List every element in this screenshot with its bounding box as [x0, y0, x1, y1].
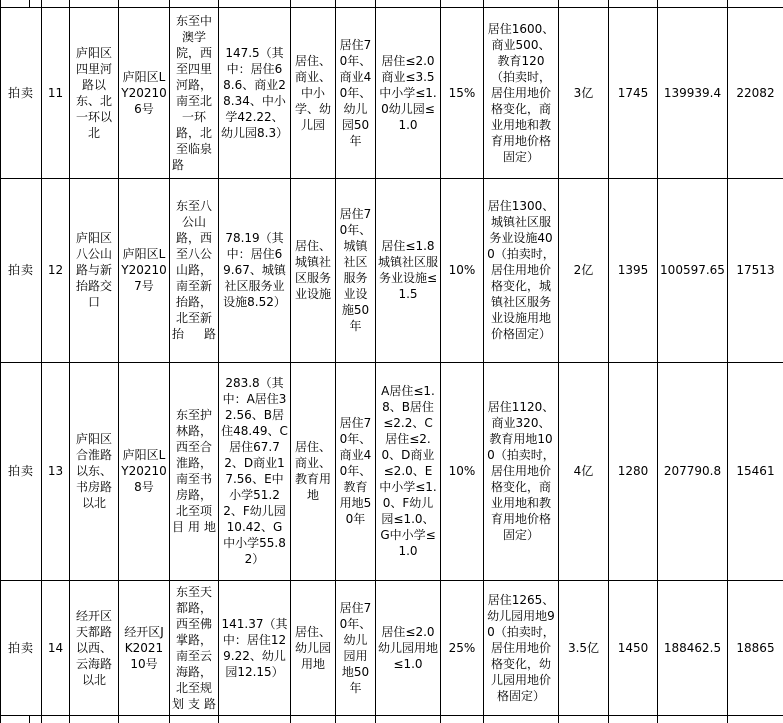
- cell-location: 庐阳区八公山路与新抬路交口: [70, 178, 119, 362]
- cell-serial-number: 12: [42, 178, 70, 362]
- cell-price-terms: 居住1300、城镇社区服务业设施400（拍卖时，居住用地价格变化，城镇社区服务业设施用地价格固定）: [484, 178, 559, 362]
- cut-cell: [336, 0, 376, 7]
- cut-cell: [728, 715, 783, 723]
- cell-tenure-term: 居住70年、商业40年、幼儿园50年: [336, 7, 376, 178]
- cell-auction-type: 拍卖: [1, 362, 42, 580]
- cell-area: 141.37（其中：居住129.22、幼儿园12.15）: [219, 580, 291, 715]
- cut-cell: [658, 715, 728, 723]
- cell-area: 283.8（其中：A居住32.56、B居住48.49、C居住67.72、D商业17.56、E中小学51.22、F幼儿园10.42、G中小学55.82）: [219, 362, 291, 580]
- cell-numeric-2: 100597.65: [658, 178, 728, 362]
- cut-cell: [728, 0, 783, 7]
- cell-numeric-1: 1450: [609, 580, 658, 715]
- cell-percentage: 15%: [441, 7, 484, 178]
- cell-boundaries: 东至天都路，西至佛掌路，南至云海路，北至规划支路: [170, 580, 219, 715]
- cell-price-terms: 居住1120、商业320、教育用地100（拍卖时，居住用地价格变化，商业用地和教育用地价格固定）: [484, 362, 559, 580]
- cell-location: 经开区天都路以西、云海路以北: [70, 580, 119, 715]
- cut-cell: [219, 0, 291, 7]
- cell-tenure-term: 居住70年、幼儿园用地50年: [336, 580, 376, 715]
- cut-cell: [42, 715, 70, 723]
- cell-land-use: 居住、商业、中小学、幼儿园: [291, 7, 336, 178]
- cell-plot-ratio: 居住≤1.8城镇社区服务业设施≤1.5: [376, 178, 441, 362]
- cell-land-use: 居住、商业、教育用地: [291, 362, 336, 580]
- cut-cell: [119, 715, 170, 723]
- cell-numeric-2: 188462.5: [658, 580, 728, 715]
- cell-area: 147.5（其中：居住68.6、商业28.34、中小学42.22、幼儿园8.3）: [219, 7, 291, 178]
- cut-cell: [119, 0, 170, 7]
- cut-cell: [291, 715, 336, 723]
- cell-auction-type: 拍卖: [1, 178, 42, 362]
- cut-cell: [441, 715, 484, 723]
- cell-boundaries: 东至八公山路，西至八公山路，南至新抬路，北至新抬路: [170, 178, 219, 362]
- cell-parcel-number: 庐阳区LY202107号: [119, 178, 170, 362]
- cell-numeric-2: 207790.8: [658, 362, 728, 580]
- cut-cell: [219, 715, 291, 723]
- table-row: [1, 178, 783, 362]
- cell-location: 庐阳区合淮路以东、书房路以北: [70, 362, 119, 580]
- cell-land-use: 居住、幼儿园用地: [291, 580, 336, 715]
- cut-cell: [609, 715, 658, 723]
- cut-cell: [70, 715, 119, 723]
- cut-cell: [1, 715, 30, 723]
- cut-row-bottom: [1, 715, 783, 723]
- cell-numeric-3: 18865: [728, 580, 783, 715]
- cut-cell: [609, 0, 658, 7]
- cell-numeric-1: 1395: [609, 178, 658, 362]
- cell-deposit: 4亿: [559, 362, 609, 580]
- cut-cell: [484, 715, 559, 723]
- cut-cell: [30, 0, 42, 7]
- cell-price-terms: 居住1600、商业500、教育120（拍卖时，居住用地价格变化，商业用地和教育用地价格固定）: [484, 7, 559, 178]
- cell-numeric-3: 22082: [728, 7, 783, 178]
- cut-cell: [559, 715, 609, 723]
- table-row: [1, 362, 783, 580]
- cell-boundaries: 东至中澳学院，西至四里河路，南至北一环路，北至临泉路: [170, 7, 219, 178]
- cell-numeric-3: 15461: [728, 362, 783, 580]
- cut-cell: [291, 0, 336, 7]
- cell-serial-number: 14: [42, 580, 70, 715]
- cell-boundaries: 东至护林路，西至合淮路，南至书房路，北至项目用地: [170, 362, 219, 580]
- cell-percentage: 25%: [441, 580, 484, 715]
- cell-deposit: 2亿: [559, 178, 609, 362]
- cut-cell: [484, 0, 559, 7]
- cut-cell: [376, 715, 441, 723]
- cell-plot-ratio: 居住≤2.0商业≤3.5中小学≤1.0幼儿园≤1.0: [376, 7, 441, 178]
- cut-cell: [441, 0, 484, 7]
- cut-cell: [559, 0, 609, 7]
- cell-numeric-1: 1280: [609, 362, 658, 580]
- cut-cell: [170, 0, 219, 7]
- cut-cell: [376, 0, 441, 7]
- cell-percentage: 10%: [441, 178, 484, 362]
- cell-parcel-number: 经开区JK202110号: [119, 580, 170, 715]
- cell-numeric-2: 139939.4: [658, 7, 728, 178]
- cut-cell: [336, 715, 376, 723]
- cell-plot-ratio: A居住≤1.8、B居住≤2.2、C居住≤2.0、D商业≤2.0、E中小学≤1.0、F幼儿园≤1.0、G中小学≤1.0: [376, 362, 441, 580]
- cell-area: 78.19（其中：居住69.67、城镇社区服务业设施8.52）: [219, 178, 291, 362]
- cell-tenure-term: 居住70年、城镇社区服务业设施50年: [336, 178, 376, 362]
- cell-numeric-1: 1745: [609, 7, 658, 178]
- cell-auction-type: 拍卖: [1, 7, 42, 178]
- table-row: [1, 7, 783, 178]
- cut-cell: [42, 0, 70, 7]
- cell-parcel-number: 庐阳区LY202106号: [119, 7, 170, 178]
- cut-cell: [170, 715, 219, 723]
- cut-cell: [1, 0, 30, 7]
- cell-parcel-number: 庐阳区LY202108号: [119, 362, 170, 580]
- cell-auction-type: 拍卖: [1, 580, 42, 715]
- cell-land-use: 居住、城镇社区服务业设施: [291, 178, 336, 362]
- cell-numeric-3: 17513: [728, 178, 783, 362]
- cut-cell: [658, 0, 728, 7]
- table-row: [1, 580, 783, 715]
- cell-serial-number: 11: [42, 7, 70, 178]
- cell-deposit: 3亿: [559, 7, 609, 178]
- cell-percentage: 10%: [441, 362, 484, 580]
- cut-cell: [70, 0, 119, 7]
- cell-deposit: 3.5亿: [559, 580, 609, 715]
- cell-tenure-term: 居住70年、商业40年、教育用地50年: [336, 362, 376, 580]
- cell-location: 庐阳区四里河路以东、北一环以北: [70, 7, 119, 178]
- cell-serial-number: 13: [42, 362, 70, 580]
- cut-cell: [30, 715, 42, 723]
- cut-row-top: [1, 0, 783, 7]
- cell-price-terms: 居住1265、幼儿园用地90（拍卖时，居住用地价格变化，幼儿园用地价格固定）: [484, 580, 559, 715]
- cell-plot-ratio: 居住≤2.0幼儿园用地≤1.0: [376, 580, 441, 715]
